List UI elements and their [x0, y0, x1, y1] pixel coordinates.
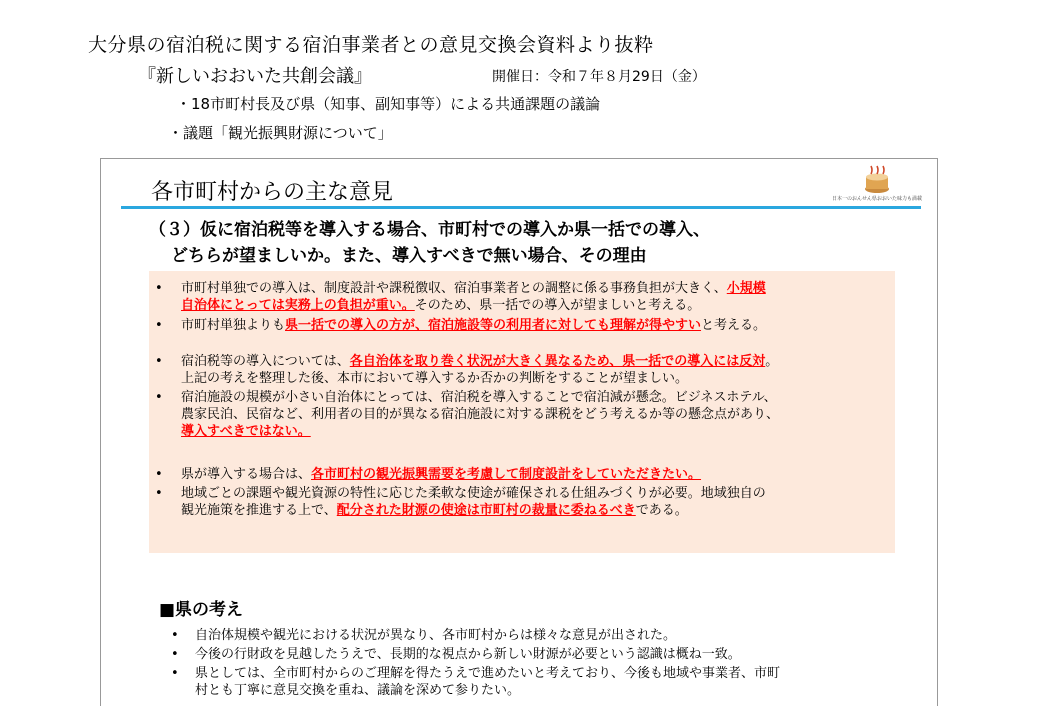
onsen-bucket-icon	[831, 165, 923, 195]
emphasis-text: 各市町村の観光振興需要を考慮して制度設計をしていただきたい。	[311, 467, 702, 482]
logo-caption: 日本一のおんせん県おおいた味力も満載	[831, 196, 922, 202]
bullet-icon: •	[155, 486, 163, 501]
slide-title: 各市町村からの主な意見	[151, 180, 394, 205]
bullet-icon: •	[155, 467, 163, 482]
emphasis-text: 配分された財源の使途は市町村の裁量に委ねるべき	[336, 503, 636, 518]
bullet-icon: •	[155, 281, 163, 296]
emphasis-text: 導入すべきではない。	[181, 424, 311, 439]
emphasis-text: 小規模	[726, 281, 766, 296]
meeting-date: 開催日：令和７年８月29日（金）	[492, 69, 706, 85]
slide-image: 各市町村からの主な意見 日本一のおんせん県おおいた味力も満載 （３）仮に宿泊税等を導入する場合、市町村での導入か県一括での導入、 どちらが望ましいか。また、導入すべきで無い場合、その理由 • 市町村単独での導入は、制度設計や課税徴収、宿泊事業者との調整に係る事務負担が大きく、小規模 自治体にとっては実務上の負担が重い。そのため、県一括での導入が望ましいと考える。 • 市町村単独よりも県一括での導入の方が、宿泊施設等の利用者に対しても理解が得やすいと考える。 • 宿泊税等の導入については、各自治体を取り巻く状況が大きく異なるため、県一括での導入には反対。 上記の考えを整理した後、本市において導入するか否かの判断をすることが望ましい。 • 宿泊施設の規模が小さい自治体にとっては、宿泊税を導入することで宿泊減が懸念。ビジネスホテル、 農家民泊、民宿など、利用者の目的が異なる宿泊施設に対する課税をどう考えるか等の懸念点があり、 導入すべきではない。 • 県が導入する場合は、各市町村の観光振興需要を考慮して制度設計をしていただきたい。 • 地域ごとの課題や観光資源の特性に応じた柔軟な使途が確保される仕組みづくりが必要。地域独自の 観光施策を推進する上で、配分された財源の使途は市町村の裁量に委ねるべきである。 ■県の考え • 自治体規模や観光における状況が異なり、各市町村からは様々な意見が出された。 • 今後の行財政を見越したうえで、長期的な視点から新しい財源が必要という認識は概ね一致。 • 県としては、全市町村からのご理解を得たうえで進めたいと考えており、今後も地域や事業者、市町 村とも丁寧に意見交換を重ね、議論を深めて参りたい。	[100, 158, 938, 706]
header-title: 大分県の宿泊税に関する宿泊事業者との意見交換会資料より抜粋	[88, 34, 654, 56]
header-bullet-2: ・議題「観光振興財源について」	[168, 124, 393, 142]
bullet-icon: •	[171, 628, 179, 643]
emphasis-text: 県一括での導入の方が、宿泊施設等の利用者に対しても理解が得やすい	[285, 318, 702, 333]
question-line-2: どちらが望ましいか。また、導入すべきで無い場合、その理由	[171, 246, 647, 266]
title-divider	[121, 206, 921, 209]
bullet-icon: •	[171, 666, 179, 681]
prefecture-heading: ■県の考え	[159, 600, 244, 620]
meeting-name: 『新しいおおいた共創会議』	[138, 66, 372, 87]
bullet-icon: •	[155, 354, 163, 369]
bullet-icon: •	[155, 390, 163, 405]
emphasis-text: 各自治体を取り巻く状況が大きく異なるため、県一括での導入には反対	[349, 354, 766, 369]
header-bullet-1: ・18市町村長及び県（知事、副知事等）による共通課題の議論	[176, 95, 601, 113]
bullet-icon: •	[155, 318, 163, 333]
oita-logo	[831, 165, 923, 205]
emphasis-text: 自治体にとっては実務上の負担が重い。	[181, 298, 415, 313]
question-heading	[149, 217, 710, 269]
opinions-panel: • 市町村単独での導入は、制度設計や課税徴収、宿泊事業者との調整に係る事務負担が大きく、小規模 自治体にとっては実務上の負担が重い。そのため、県一括での導入が望ましいと考える。 • 市町村単独よりも県一括での導入の方が、宿泊施設等の利用者に対しても理解が得やすいと考える。 • 宿泊税等の導入については、各自治体を取り巻く状況が大きく異なるため、県一括での導入には反対。 上記の考えを整理した後、本市において導入するか否かの判断をすることが望ましい。 • 宿泊施設の規模が小さい自治体にとっては、宿泊税を導入することで宿泊減が懸念。ビジネスホテル、 農家民泊、民宿など、利用者の目的が異なる宿泊施設に対する課税をどう考えるか等の懸念点があり、 導入すべきではない。 • 県が導入する場合は、各市町村の観光振興需要を考慮して制度設計をしていただきたい。 • 地域ごとの課題や観光資源の特性に応じた柔軟な使途が確保される仕組みづくりが必要。地域独自の 観光施策を推進する上で、配分された財源の使途は市町村の裁量に委ねるべきである。	[149, 271, 895, 553]
bullet-icon: •	[171, 647, 179, 662]
question-line-1: （３）仮に宿泊税等を導入する場合、市町村での導入か県一括での導入、	[149, 220, 710, 240]
